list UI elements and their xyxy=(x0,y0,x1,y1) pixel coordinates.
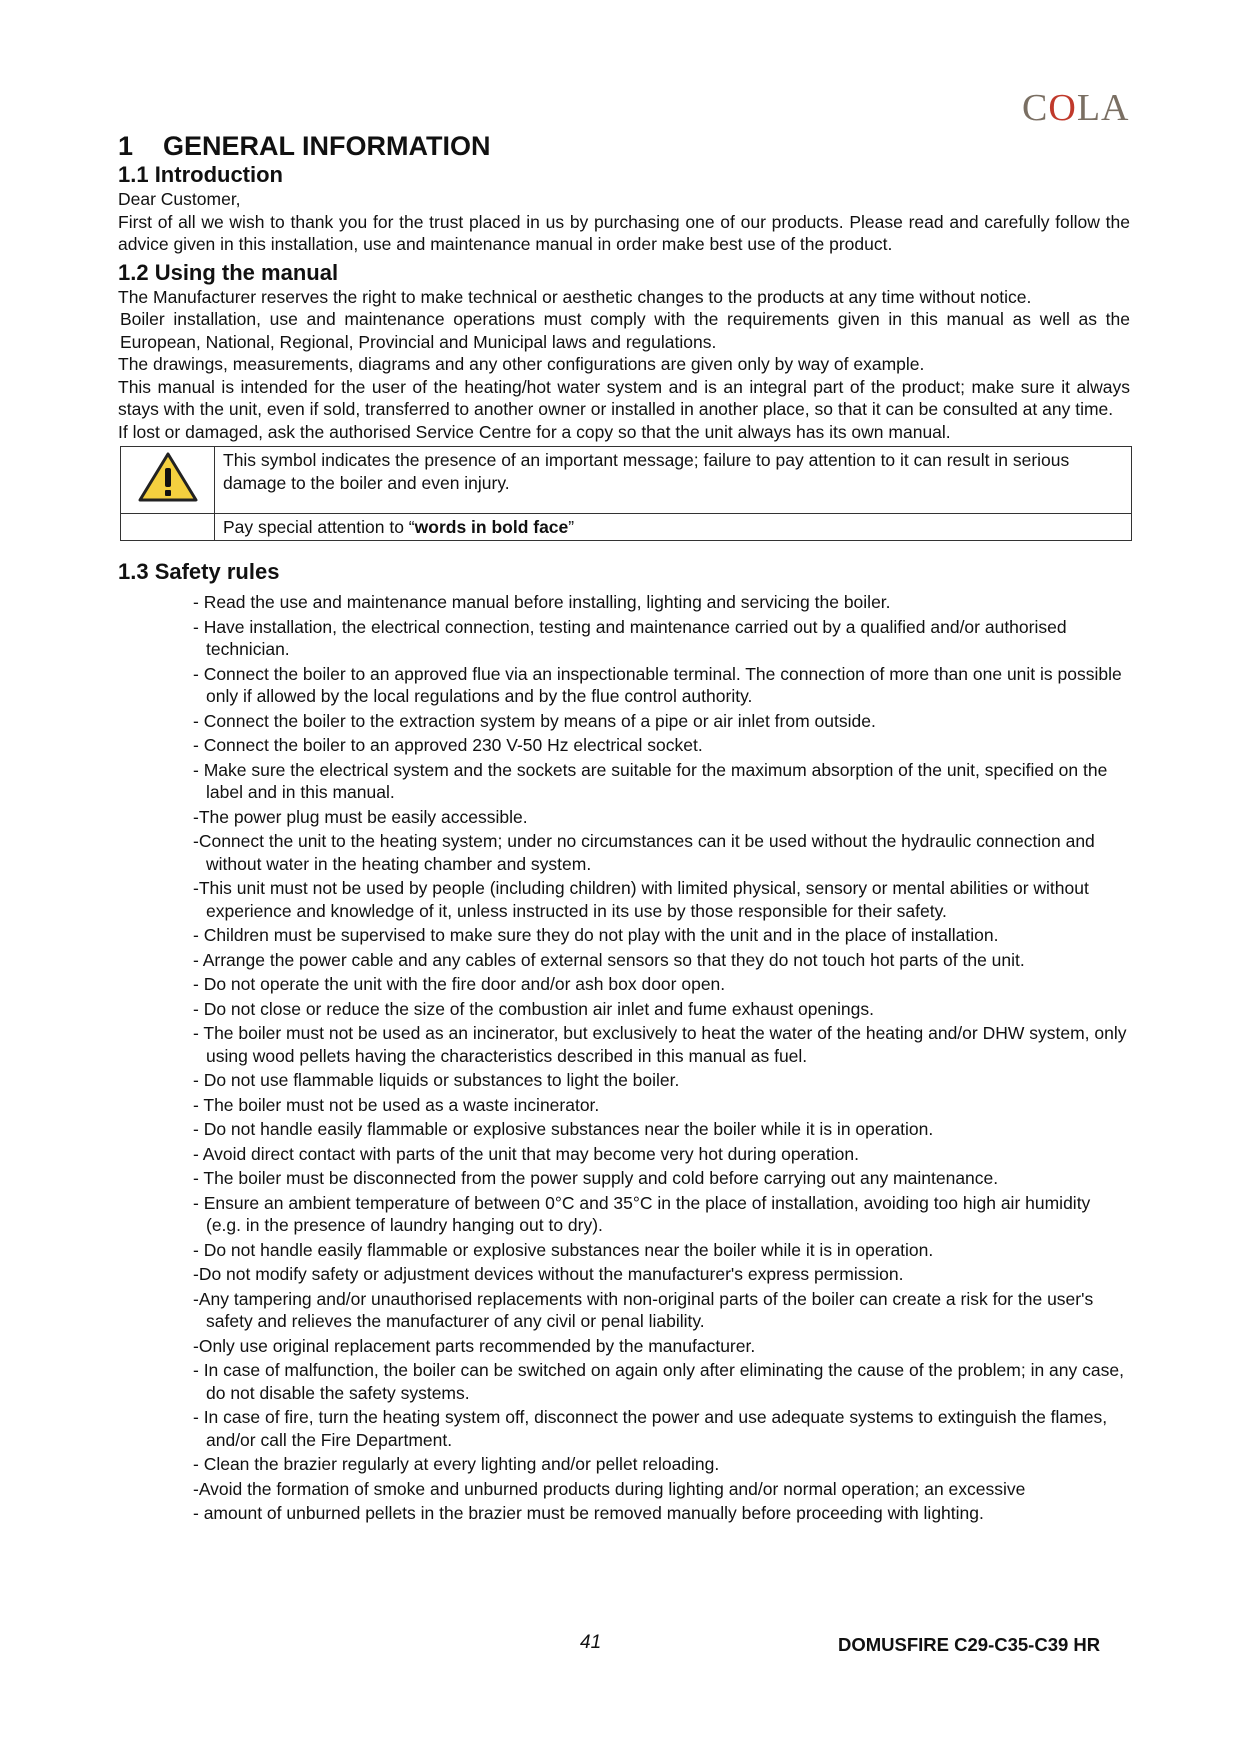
intro-body: First of all we wish to thank you for the trust placed in us by purchasing one of our products. Please read and carefully follow the advice given in this installation, use and maintenance manual in order make best use of the product. xyxy=(118,211,1130,254)
page-number: 41 xyxy=(580,1632,602,1653)
safety-rule: - Avoid direct contact with parts of the unit that may become very hot during operation. xyxy=(193,1143,860,1164)
document-body xyxy=(118,130,1130,1527)
safety-rule: - Connect the boiler to the extraction system by means of a pipe or air inlet from outside. xyxy=(193,710,876,731)
safety-rule: -Any tampering and/or unauthorised replacements with non-original parts of the boiler can create a risk for the user's safety and relieves the manufacturer of any civil or penal liability. xyxy=(193,1288,1094,1331)
safety-rule: - Clean the brazier regularly at every lighting and/or pellet reloading. xyxy=(193,1454,720,1474)
empty-cell xyxy=(121,513,215,541)
warning-text: This symbol indicates the presence of an important message; failure to pay attention to it can result in serious damage to the boiler and even injury. xyxy=(215,447,1132,514)
intro-heading: 1.1 Introduction xyxy=(118,162,283,187)
safety-rule: -Connect the unit to the heating system; under no circumstances can it be used without the hydraulic connection and without water in the heating chamber and system. xyxy=(193,831,1095,874)
section-title: 1 GENERAL INFORMATION xyxy=(118,131,491,161)
safety-rule: - The boiler must not be used as a waste incinerator. xyxy=(193,1094,600,1115)
manual-paragraph: If lost or damaged, ask the authorised Service Centre for a copy so that the unit always has its own manual. xyxy=(118,421,951,442)
safety-rule: - Do not operate the unit with the fire door and/or ash box door open. xyxy=(193,974,726,994)
safety-rule: - Arrange the power cable and any cables of external sensors so that they do not touch hot parts of the unit. xyxy=(193,949,1025,970)
manual-paragraph: The drawings, measurements, diagrams and any other configurations are given only by way of example. xyxy=(118,354,925,374)
safety-rule: - Do not close or reduce the size of the combustion air inlet and fume exhaust openings. xyxy=(193,998,874,1019)
safety-rule: - Read the use and maintenance manual before installing, lighting and servicing the boiler. xyxy=(193,592,891,612)
safety-rules-list xyxy=(118,591,1130,1525)
safety-rule: - Ensure an ambient temperature of between 0°C and 35°C in the place of installation, avoiding too high air humidity (e.g. in the presence of laundry hanging out to dry). xyxy=(193,1192,1091,1235)
warning-triangle-icon xyxy=(137,451,199,503)
manual-paragraph: This manual is intended for the user of the heating/hot water system and is an integral part of the product; make sure it always stays with the unit, even if sold, transferred to another owner or installed in another place, so that it can be consulted at any time. xyxy=(118,376,1130,419)
bold-notice-text: Pay special attention to “words in bold face” xyxy=(215,513,1132,541)
safety-rule: - In case of malfunction, the boiler can be switched on again only after eliminating the cause of the problem; in any case, do not disable the safety systems. xyxy=(193,1360,1124,1403)
safety-rule: - amount of unburned pellets in the brazier must be removed manually before proceeding with lighting. xyxy=(193,1503,984,1523)
safety-rule: - Do not handle easily flammable or explosive substances near the boiler while it is in operation. xyxy=(193,1119,934,1139)
manual-paragraph: Boiler installation, use and maintenance operations must comply with the requirements given in this manual as well as the European, National, Regional, Provincial and Municipal laws and regulations. xyxy=(120,309,1130,352)
manual-heading: 1.2 Using the manual xyxy=(118,259,339,285)
safety-rule: -Avoid the formation of smoke and unburned products during lighting and/or normal operation; an excessive xyxy=(193,1478,1026,1499)
safety-rule: - Make sure the electrical system and the sockets are suitable for the maximum absorption of the unit, specified on the label and in this manual. xyxy=(193,759,1108,802)
safety-rule: - Do not handle easily flammable or explosive substances near the boiler while it is in operation. xyxy=(193,1239,934,1260)
model-name: DOMUSFIRE C29-C35-C39 HR xyxy=(838,1634,1101,1655)
safety-rule: - In case of fire, turn the heating system off, disconnect the power and use adequate systems to extinguish the flames, and/or call the Fire Department. xyxy=(193,1407,1108,1450)
safety-rule: -The power plug must be easily accessible. xyxy=(193,806,528,827)
safety-rule: - The boiler must be disconnected from the power supply and cold before carrying out any maintenance. xyxy=(193,1168,999,1188)
safety-rule: - Connect the boiler to an approved 230 V-50 Hz electrical socket. xyxy=(193,735,703,755)
intro-salutation: Dear Customer, xyxy=(118,189,241,209)
safety-rule: - Do not use flammable liquids or substances to light the boiler. xyxy=(193,1070,680,1090)
warning-cell xyxy=(121,447,215,514)
safety-rule: -This unit must not be used by people (including children) with limited physical, sensory or mental abilities or without experience and knowledge of it, unless instructed in its use by those responsible for their safety. xyxy=(193,878,1089,921)
safety-rule: - Have installation, the electrical connection, testing and maintenance carried out by a qualified and/or authorised technician. xyxy=(193,616,1067,659)
notice-table xyxy=(120,446,1132,541)
brand-logo: COLA xyxy=(1022,87,1130,129)
safety-rule: - Connect the boiler to an approved flue via an inspectionable terminal. The connection of more than one unit is possible only if allowed by the local regulations and by the flue control authority. xyxy=(193,663,1122,706)
safety-rule: - Children must be supervised to make sure they do not play with the unit and in the place of installation. xyxy=(193,925,999,945)
manual-paragraph: The Manufacturer reserves the right to make technical or aesthetic changes to the products at any time without notice. xyxy=(118,286,1032,307)
safety-rule: -Do not modify safety or adjustment devices without the manufacturer's express permission. xyxy=(193,1264,904,1284)
safety-rule: -Only use original replacement parts recommended by the manufacturer. xyxy=(193,1335,756,1356)
safety-heading: 1.3 Safety rules xyxy=(118,559,280,584)
safety-rule: - The boiler must not be used as an incinerator, but exclusively to heat the water of the heating and/or DHW system, only using wood pellets having the characteristics described in this manual as fuel. xyxy=(193,1023,1127,1066)
